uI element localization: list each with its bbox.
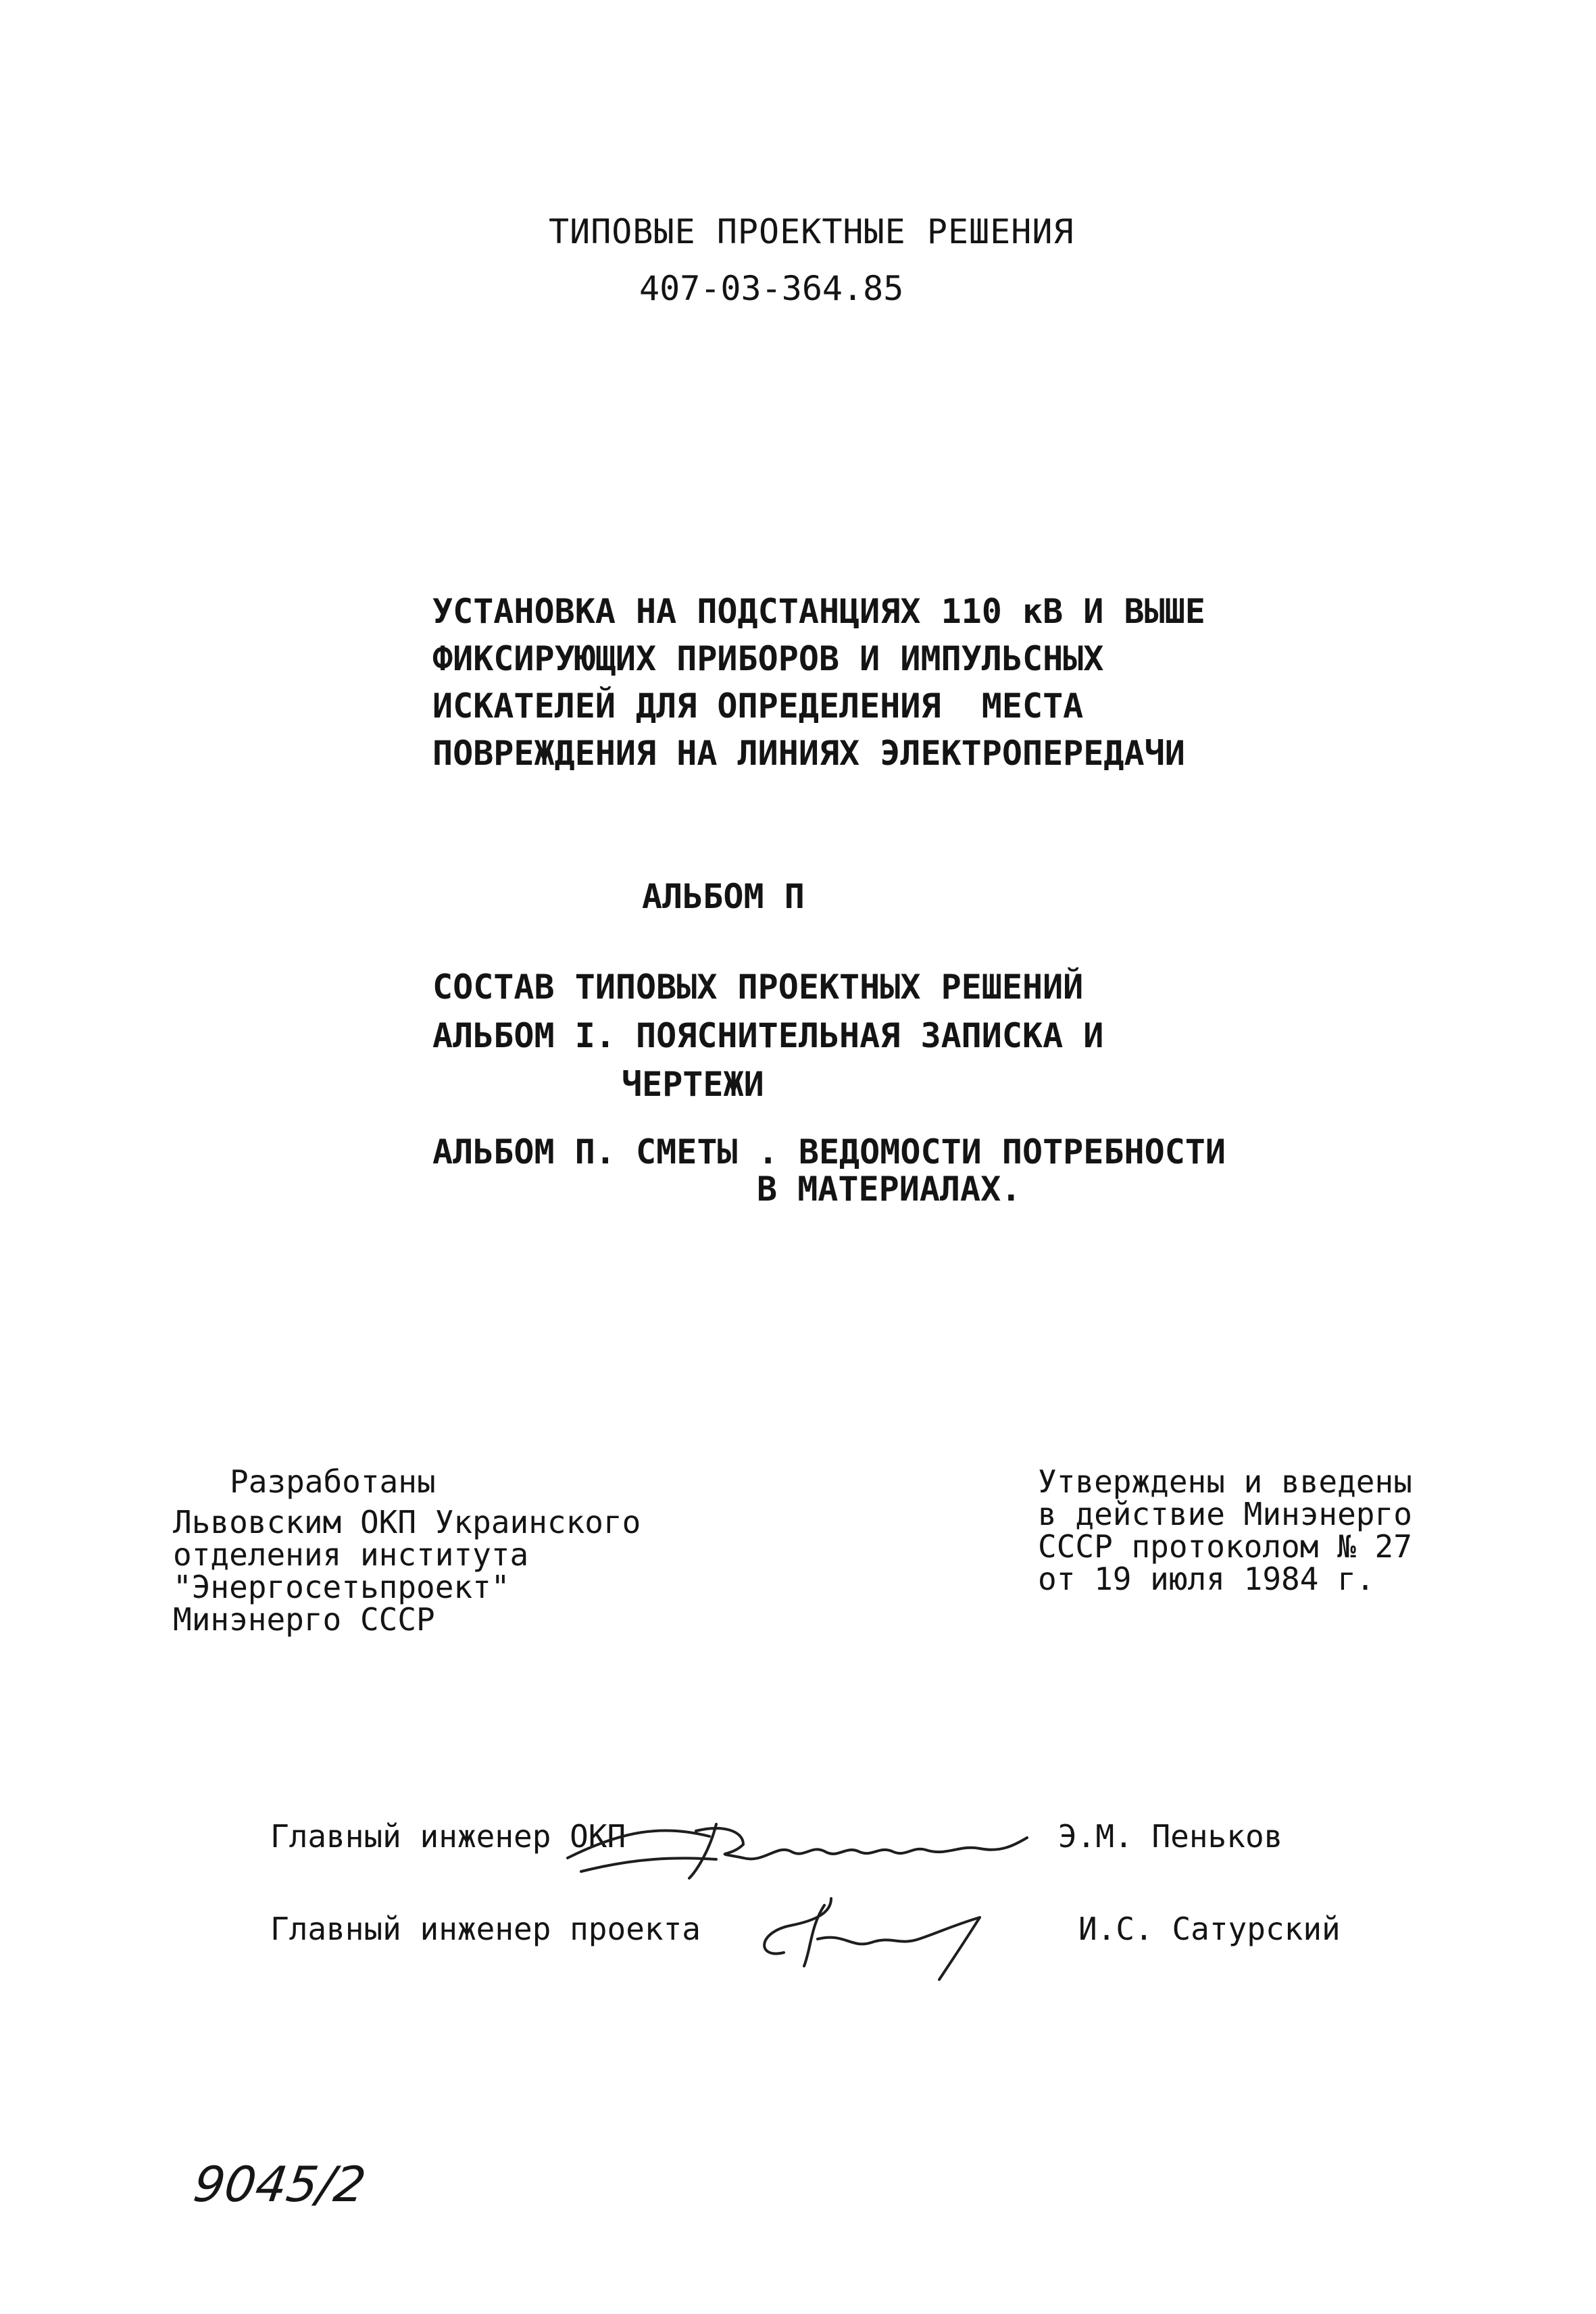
approved-line-4: от 19 июля 1984 г. (1038, 1561, 1375, 1597)
signature-2-handwriting (737, 1885, 1007, 1986)
developed-line-3: "Энергосетьпроект" (173, 1569, 510, 1605)
title-line-1: УСТАНОВКА НА ПОДСТАНЦИЯХ 110 кВ И ВЫШЕ (432, 592, 1205, 631)
contents-album1-line2: ЧЕРТЕЖИ (622, 1065, 764, 1104)
title-line-4: ПОВРЕЖДЕНИЯ НА ЛИНИЯХ ЭЛЕКТРОПЕРЕДАЧИ (432, 734, 1185, 773)
document-code: 407-03-364.85 (639, 269, 904, 308)
approved-line-1: Утверждены и введены (1038, 1463, 1412, 1500)
signature-2-name: И.С. Сатурский (1078, 1911, 1341, 1947)
contents-album2-line1: АЛЬБОМ П. СМЕТЫ . ВЕДОМОСТИ ПОТРЕБНОСТИ (432, 1132, 1226, 1172)
contents-album1-line1: АЛЬБОМ I. ПОЯСНИТЕЛЬНАЯ ЗАПИСКА И (432, 1016, 1104, 1055)
signature-1-role: Главный инженер ОКП (270, 1818, 626, 1855)
signature-2-role: Главный инженер проекта (270, 1911, 701, 1947)
title-line-3: ИСКАТЕЛЕЙ ДЛЯ ОПРЕДЕЛЕНИЯ МЕСТА (432, 686, 1084, 726)
approved-line-2: в действие Минэнерго (1038, 1496, 1412, 1532)
contents-heading: СОСТАВ ТИПОВЫХ ПРОЕКТНЫХ РЕШЕНИЙ (432, 967, 1084, 1007)
series-title: ТИПОВЫЕ ПРОЕКТНЫЕ РЕШЕНИЯ (549, 212, 1074, 251)
svg-text:9045/2: 9045/2 (190, 2157, 370, 2213)
approved-line-3: СССР протоколом № 27 (1038, 1528, 1412, 1565)
signature-1-name: Э.М. Пеньков (1058, 1818, 1283, 1855)
contents-album2-line2: В МАТЕРИАЛАХ. (757, 1169, 1022, 1209)
developed-line-1: Львовским ОКП Украинского (173, 1504, 641, 1540)
developed-line-2: отделения института (173, 1536, 529, 1573)
developed-line-4: Минэнерго СССР (173, 1601, 435, 1638)
developed-heading: Разработаны (230, 1463, 436, 1500)
title-line-2: ФИКСИРУЮЩИХ ПРИБОРОВ И ИМПУЛЬСНЫХ (432, 639, 1104, 678)
inventory-mark-handwriting (190, 2147, 370, 2221)
album-label: АЛЬБОМ П (642, 877, 805, 916)
signature-1-handwriting (541, 1784, 1081, 1892)
